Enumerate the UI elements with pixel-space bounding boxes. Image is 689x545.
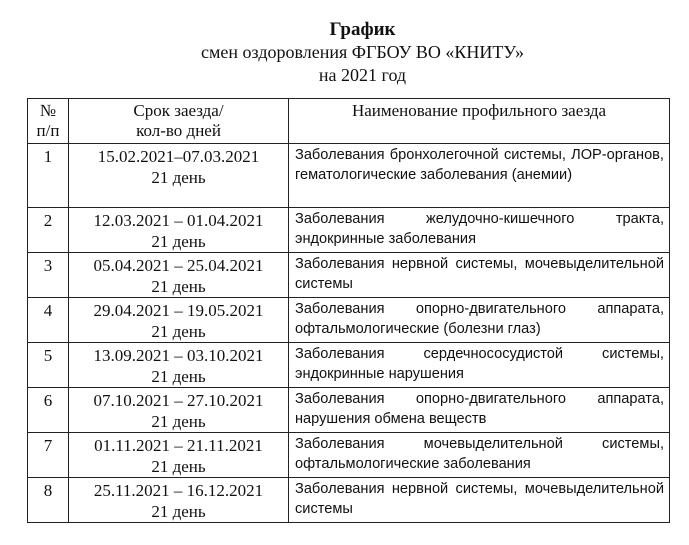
document-year: на 2021 год — [318, 65, 407, 85]
row-number: 6 — [28, 388, 69, 433]
row-dates: 13.09.2021 – 03.10.2021 — [93, 346, 264, 365]
row-number: 3 — [28, 253, 69, 298]
row-number: 2 — [28, 208, 69, 253]
table-row — [28, 208, 670, 253]
row-dates: 25.11.2021 – 16.12.2021 — [93, 481, 264, 500]
row-period — [69, 298, 289, 343]
table-row — [28, 478, 670, 523]
row-period — [69, 388, 289, 433]
schedule-table — [27, 98, 670, 523]
table-row — [28, 253, 670, 298]
row-description: Заболевания желудочно-кишечного тракта, эндокринные заболевания — [289, 208, 670, 253]
row-dates: 15.02.2021–07.03.2021 — [97, 147, 260, 166]
table-header-row — [28, 99, 670, 144]
row-description: Заболевания опорно-двигательного аппарата, офтальмологические (болезни глаз) — [289, 298, 670, 343]
header-period — [69, 99, 289, 144]
table-row — [28, 144, 670, 208]
row-description: Заболевания бронхолегочной системы, ЛОР-органов, гематологические заболевания (анемии) — [289, 144, 670, 208]
header-number-line2: п/п — [36, 121, 60, 140]
row-days: 21 день — [151, 277, 206, 296]
row-number: 1 — [28, 144, 69, 208]
row-description: Заболевания мочевыделительной системы, офтальмологические заболевания — [289, 433, 670, 478]
row-days: 21 день — [151, 168, 206, 187]
header-number — [28, 99, 69, 144]
row-days: 21 день — [151, 457, 206, 476]
row-description: Заболевания сердечнососудистой системы, эндокринные нарушения — [289, 343, 670, 388]
table-row — [28, 388, 670, 433]
row-period — [69, 478, 289, 523]
row-description: Заболевания нервной системы, мочевыделительной системы — [289, 478, 670, 523]
row-period — [69, 433, 289, 478]
row-dates: 07.10.2021 – 27.10.2021 — [93, 391, 264, 410]
document-header — [0, 18, 689, 87]
header-number-line1: № — [39, 101, 57, 120]
row-number: 8 — [28, 478, 69, 523]
row-number: 7 — [28, 433, 69, 478]
row-dates: 05.04.2021 – 25.04.2021 — [93, 256, 264, 275]
row-dates: 12.03.2021 – 01.04.2021 — [93, 211, 264, 230]
table-row — [28, 298, 670, 343]
table-row — [28, 343, 670, 388]
row-dates: 01.11.2021 – 21.11.2021 — [94, 436, 263, 455]
row-number: 4 — [28, 298, 69, 343]
header-period-line1: Срок заезда/ — [133, 101, 224, 120]
row-period — [69, 343, 289, 388]
row-days: 21 день — [151, 502, 206, 521]
row-period — [69, 253, 289, 298]
row-days: 21 день — [151, 322, 206, 341]
document-subtitle: смен оздоровления ФГБОУ ВО «КНИТУ» — [201, 42, 524, 62]
header-name: Наименование профильного заезда — [289, 99, 670, 144]
row-period — [69, 208, 289, 253]
row-period — [69, 144, 289, 208]
table-row — [28, 433, 670, 478]
row-number: 5 — [28, 343, 69, 388]
row-dates: 29.04.2021 – 19.05.2021 — [93, 301, 264, 320]
row-days: 21 день — [151, 412, 206, 431]
document-title: График — [329, 19, 396, 40]
header-period-line2: кол-во дней — [136, 121, 221, 140]
row-description: Заболевания опорно-двигательного аппарата, нарушения обмена веществ — [289, 388, 670, 433]
row-description: Заболевания нервной системы, мочевыделительной системы — [289, 253, 670, 298]
row-days: 21 день — [151, 232, 206, 251]
row-days: 21 день — [151, 367, 206, 386]
